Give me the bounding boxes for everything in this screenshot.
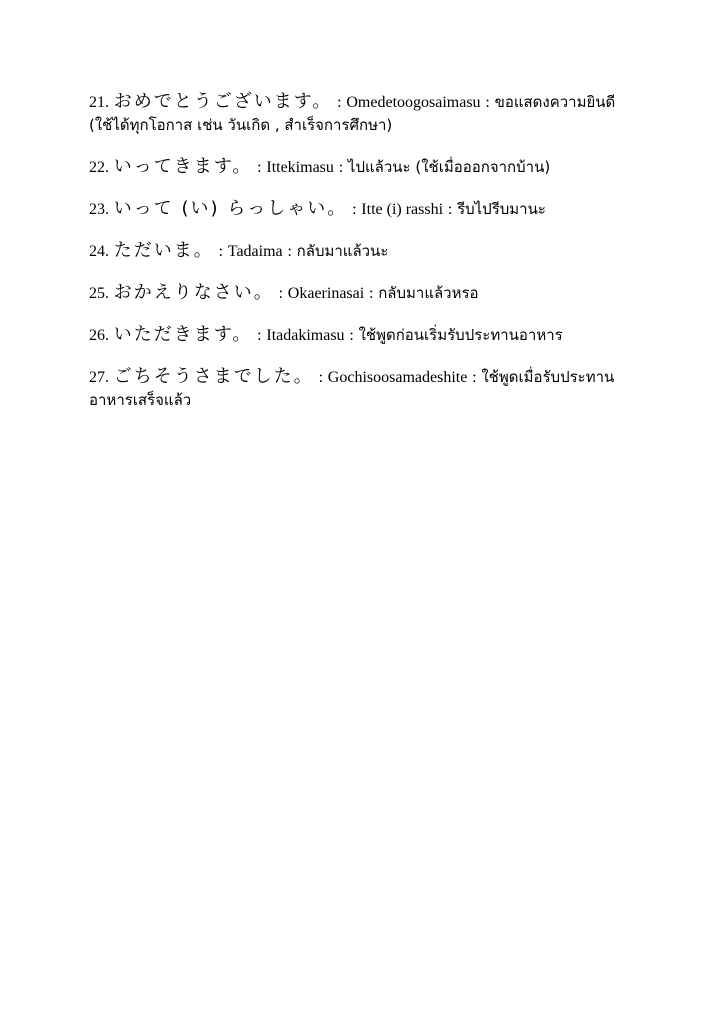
separator: :	[318, 369, 324, 386]
entry-number: 22.	[89, 159, 109, 176]
romaji-text: Omedetoogosaimasu	[346, 94, 481, 111]
phrase-entry-24	[89, 239, 649, 263]
japanese-phrase: いただきます。	[113, 324, 253, 345]
separator: :	[287, 243, 292, 260]
romaji-text: Okaerinasai	[287, 285, 365, 302]
thai-meaning: ใช้พูดเมื่อรับประทานอาหารเสร็จแล้ว	[89, 368, 615, 409]
japanese-phrase: いってきます。	[113, 156, 253, 177]
thai-meaning: ขอแสดงความยินดี (ใช้ได้ทุกโอกาส เช่น วันเกิด , สำเร็จการศึกษา)	[89, 93, 616, 134]
japanese-phrase: ごちそうさまでした。	[113, 366, 314, 387]
separator: :	[257, 159, 262, 176]
phrase-entry-27	[89, 365, 649, 412]
separator: :	[278, 285, 284, 302]
entry-number: 21.	[89, 94, 109, 111]
separator: :	[338, 159, 344, 176]
japanese-phrase: ただいま。	[113, 240, 214, 261]
romaji-text: Ittekimasu	[266, 159, 334, 176]
phrase-entry-22	[89, 155, 649, 179]
separator: :	[349, 327, 354, 344]
japanese-phrase: おかえりなさい。	[113, 282, 274, 303]
phrase-entry-21	[89, 90, 649, 137]
romaji-text: Tadaima	[227, 243, 283, 260]
entry-number: 24.	[89, 243, 109, 260]
romaji-text: Gochisoosamadeshite	[327, 369, 468, 386]
thai-meaning: ใช้พูดก่อนเริ่มรับประทานอาหาร	[358, 326, 563, 344]
separator: :	[257, 327, 262, 344]
phrase-entry-23	[89, 197, 649, 221]
phrase-entry-26	[89, 323, 649, 347]
phrase-list	[89, 90, 649, 430]
separator: :	[352, 201, 357, 218]
separator: :	[485, 94, 490, 111]
separator: :	[218, 243, 224, 260]
japanese-phrase: いって (い) らっしゃい。	[113, 198, 348, 219]
separator: :	[472, 369, 477, 386]
romaji-text: Itadakimasu	[266, 327, 345, 344]
entry-number: 27.	[89, 369, 109, 386]
thai-meaning: รีบไปรีบมานะ	[457, 200, 546, 218]
separator: :	[368, 285, 374, 302]
entry-number: 25.	[89, 285, 109, 302]
separator: :	[337, 94, 342, 111]
phrase-entry-25	[89, 281, 649, 305]
thai-meaning: ไปแล้วนะ (ใช้เมื่อออกจากบ้าน)	[347, 158, 551, 176]
thai-meaning: กลับมาแล้วหรอ	[378, 284, 479, 302]
entry-number: 26.	[89, 327, 109, 344]
romaji-text: Itte (i) rasshi	[361, 201, 444, 218]
separator: :	[447, 201, 453, 218]
japanese-phrase: おめでとうございます。	[113, 91, 333, 112]
entry-number: 23.	[89, 201, 109, 218]
thai-meaning: กลับมาแล้วนะ	[296, 242, 389, 260]
